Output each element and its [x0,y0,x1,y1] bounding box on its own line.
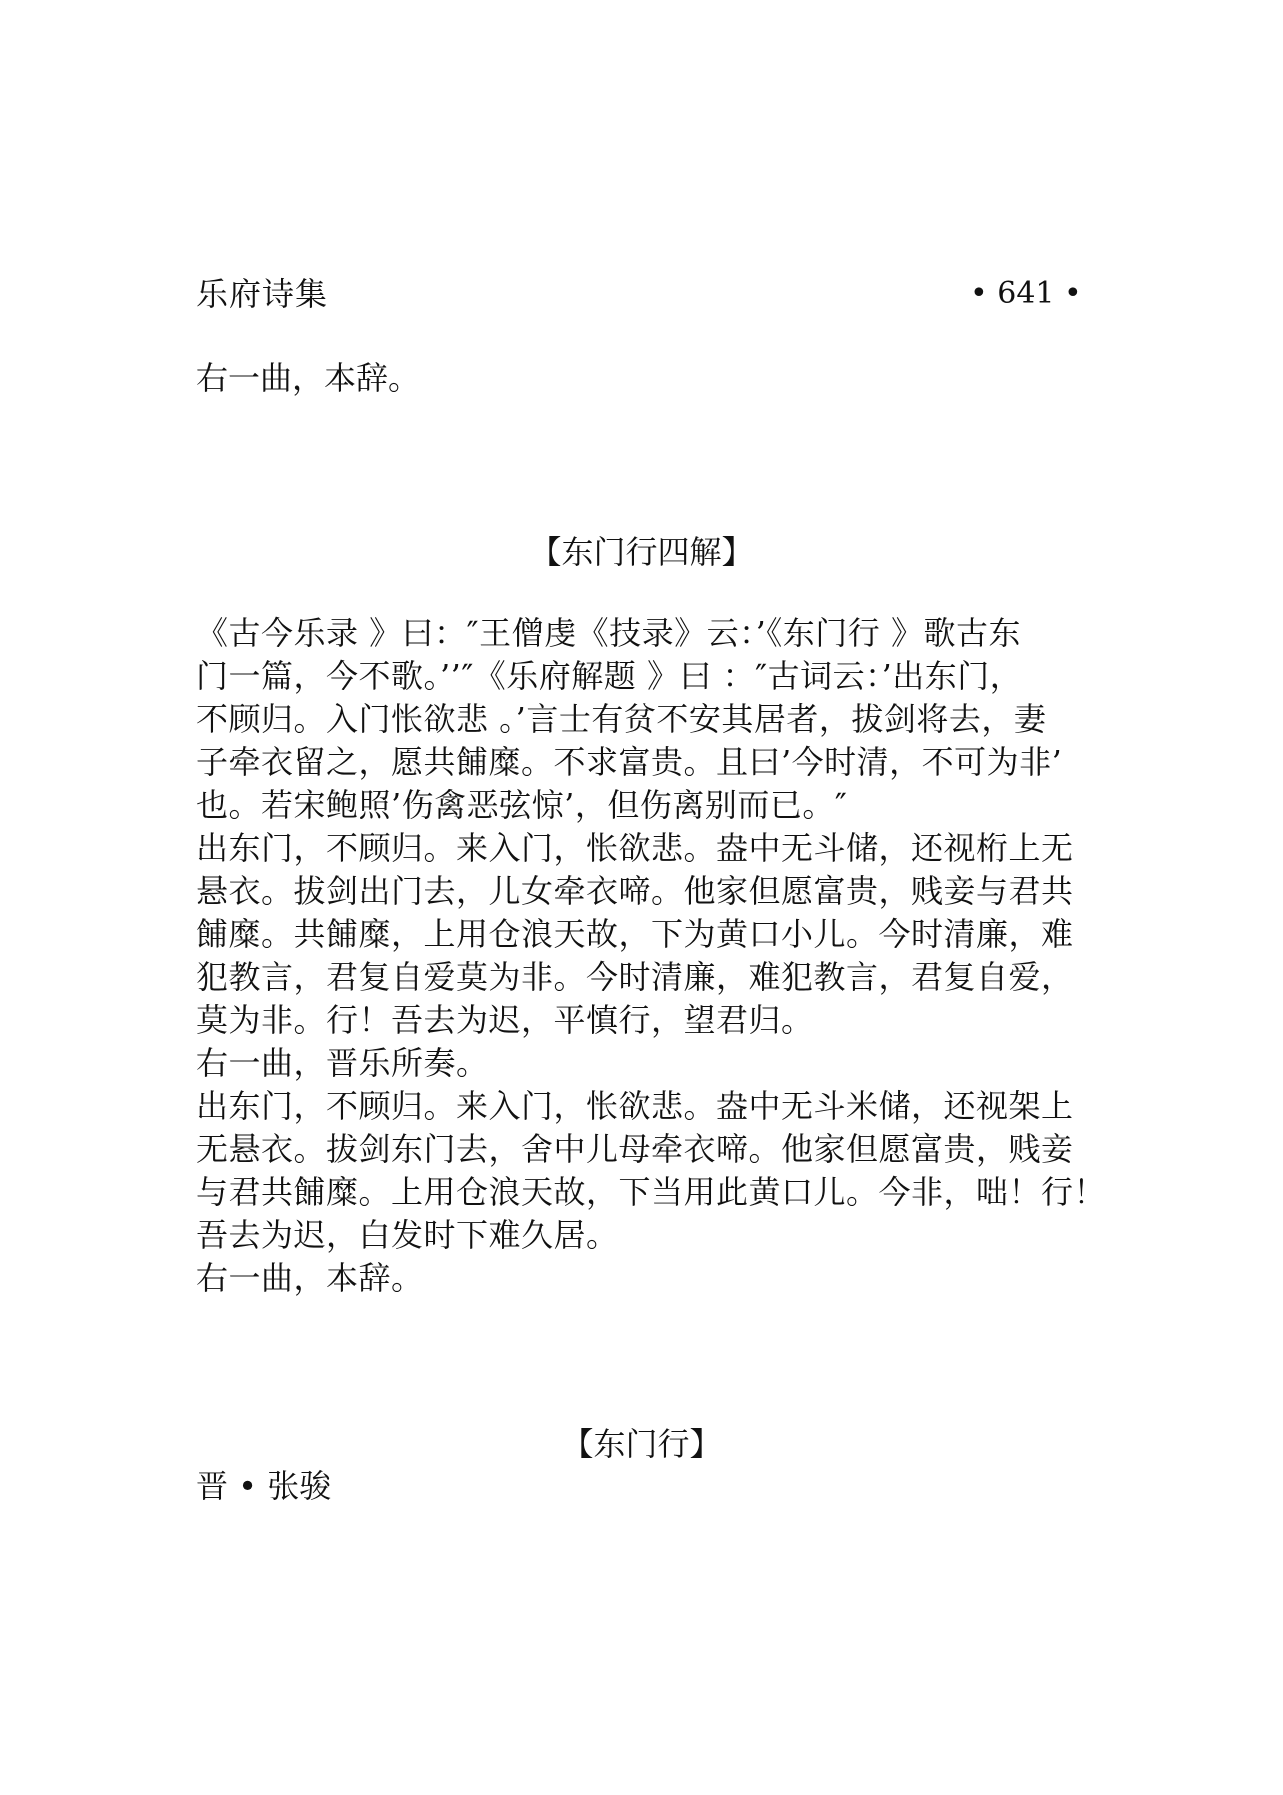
body-line: 子牵衣留之，愿共餔糜。不求富贵。且曰’今时清，不可为非’ [196,743,1063,781]
body-line: 犯教言，君复自爱莫为非。今时清廉，难犯教言，君复自爱， [196,958,1074,996]
body-line: 莫为非。行！吾去为迟，平慎行，望君归。 [196,1001,814,1039]
body-line: 出东门，不顾归。来入门，怅欲悲。盎中无斗米储，还视架上 [196,1087,1074,1125]
body-line: 《古今乐录 》曰：″王僧虔《技录》云：’《东门行 》歌古东 [196,614,1021,652]
intro-line: 右一曲，本辞。 [196,359,421,397]
body-line: 右一曲，晋乐所奏。 [196,1044,489,1082]
body-line: 无悬衣。拔剑东门去，舍中儿母牵衣啼。他家但愿富贵，贱妾 [196,1130,1074,1168]
body-line: 也。若宋鲍照’伤禽恶弦惊’，但伤离别而已。″ [196,786,848,824]
body-line: 与君共餔糜。上用仓浪天故，下当用此黄口儿。今非，咄！行！ [196,1173,1107,1211]
body-line: 门一篇，今不歌。’’″《乐府解题 》曰 ：″古词云：’出东门， [196,657,1023,695]
body-line: 餔糜。共餔糜，上用仓浪天故，下为黄口小儿。今时清廉，难 [196,915,1074,953]
body-line: 不顾归。入门怅欲悲 。’言士有贫不安其居者，拔剑将去，妻 [196,700,1047,738]
section-body [196,612,1116,1300]
section-title-dongmenxing-sijie: 【东门行四解】 [529,533,754,571]
section-title-dongmenxing: 【东门行】 [561,1425,722,1463]
body-line: 吾去为迟，白发时下难久居。 [196,1216,619,1254]
author-line: 晋 • 张骏 [196,1467,332,1505]
page-number: • 641 • [970,276,1082,311]
book-title: 乐府诗集 [196,275,329,313]
body-line: 悬衣。拔剑出门去，儿女牵衣啼。他家但愿富贵，贱妾与君共 [196,872,1074,910]
body-line: 右一曲，本辞。 [196,1259,424,1297]
body-line: 出东门，不顾归。来入门，怅欲悲。盎中无斗储，还视桁上无 [196,829,1074,867]
